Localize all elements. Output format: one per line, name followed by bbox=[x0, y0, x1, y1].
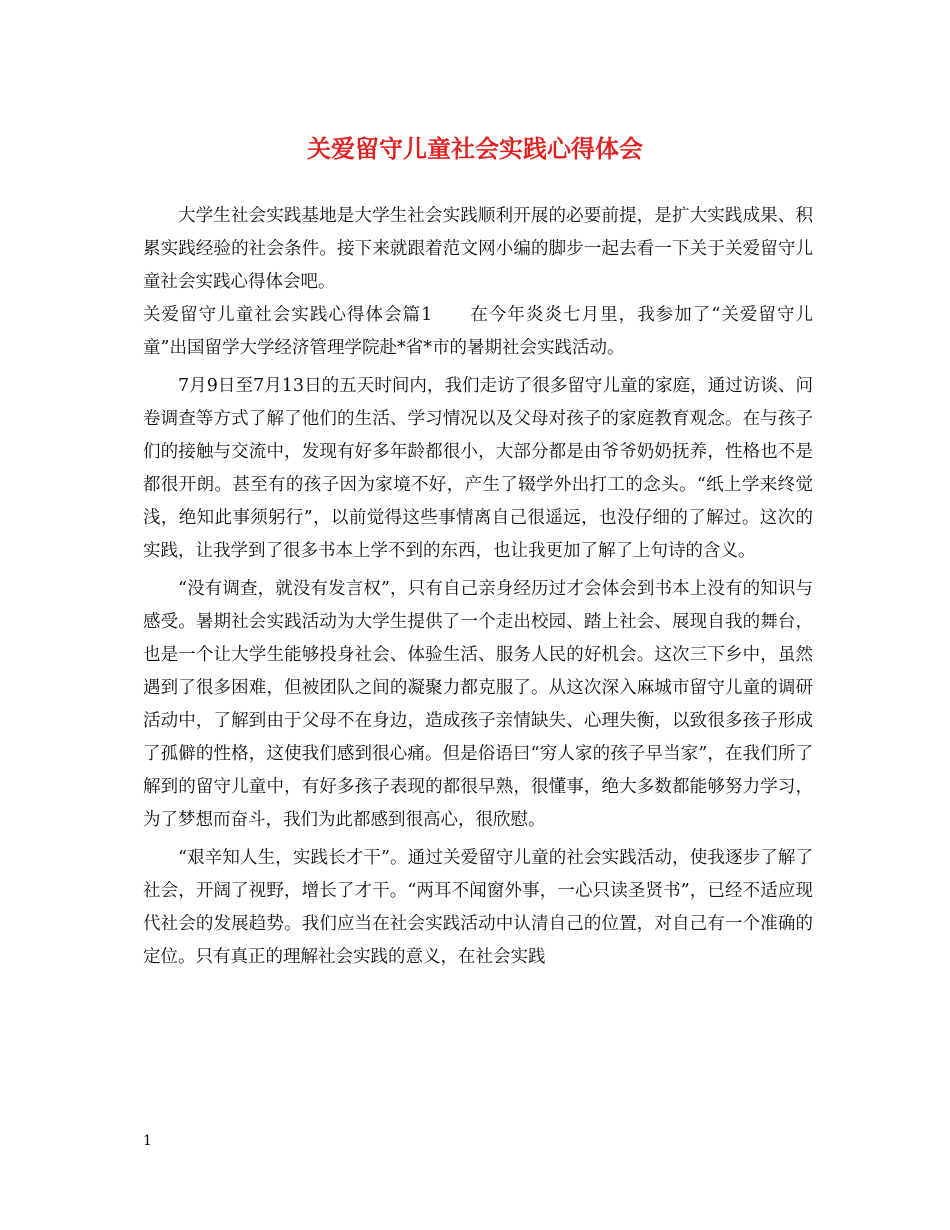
paragraph-practice: “艰辛知人生，实践长才干”。通过关爱留守儿童的社会实践活动，使我逐步了解了社会，开阔了视野，增长了才干。“两耳不闻窗外事，一心只读圣贤书”，已经不适应现代社会的发展趋势。我们应当在社会实践活动中认清自己的位置，对自己有一个准确的定位。只有真正的理解社会实践的意义，在社会实践 bbox=[143, 848, 813, 967]
paragraph-investigation: “没有调查，就没有发言权”，只有自己亲身经历过才会体会到书本上没有的知识与感受。暑期社会实践活动为大学生提供了一个走出校园、踏上社会、展现自我的舞台，也是一个让大学生能够投身社会、体验生活、服务人民的好机会。这次三下乡中，虽然遇到了很多困难，但被团队之间的凝聚力都克服了。从这次深入麻城市留守儿童的调研活动中，了解到由于父母不在身边，造成孩子亲情缺失、心理失衡，以致很多孩子形成了孤僻的性格，这使我们感到很心痛。但是俗语曰“穷人家的孩子早当家”，在我们所了解到的留守儿童中，有好多孩子表现的都很早熟，很懂事，绝大多数都能够努力学习，为了梦想而奋斗，我们为此都感到很高心，很欣慰。 bbox=[143, 579, 813, 830]
document-body bbox=[143, 200, 813, 974]
document-title: 关爱留守儿童社会实践心得体会 bbox=[307, 135, 643, 163]
page-number: 1 bbox=[143, 1133, 152, 1149]
paragraph-visit: 7月9日至7月13日的五天时间内，我们走访了很多留守儿童的家庭，通过访谈、问卷调查等方式了解了他们的生活、学习情况以及父母对孩子的家庭教育观念。在与孩子们的接触与交流中，发现有好多年龄都很小，大部分都是由爷爷奶奶抚养，性格也不是都很开朗。甚至有的孩子因为家境不好，产生了辍学外出打工的念头。“纸上学来终觉浅，绝知此事须躬行”，以前觉得这些事情离自己很遥远，也没仔细的了解过。这次的实践，让我学到了很多书本上学不到的东西，也让我更加了解了上句诗的含义。 bbox=[143, 376, 813, 561]
paragraph-intro: 大学生社会实践基地是大学生社会实践顺利开展的必要前提，是扩大实践成果、积累实践经验的社会条件。接下来就跟着范文网小编的脚步一起去看一下关于关爱留守儿童社会实践心得体会吧。 bbox=[143, 206, 813, 292]
paragraph-section-heading: 关爱留守儿童社会实践心得体会篇1 在今年炎炎七月里，我参加了“关爱留守儿童”出国留学大学经济管理学院赴*省*市的暑期社会实践活动。 bbox=[143, 305, 813, 358]
